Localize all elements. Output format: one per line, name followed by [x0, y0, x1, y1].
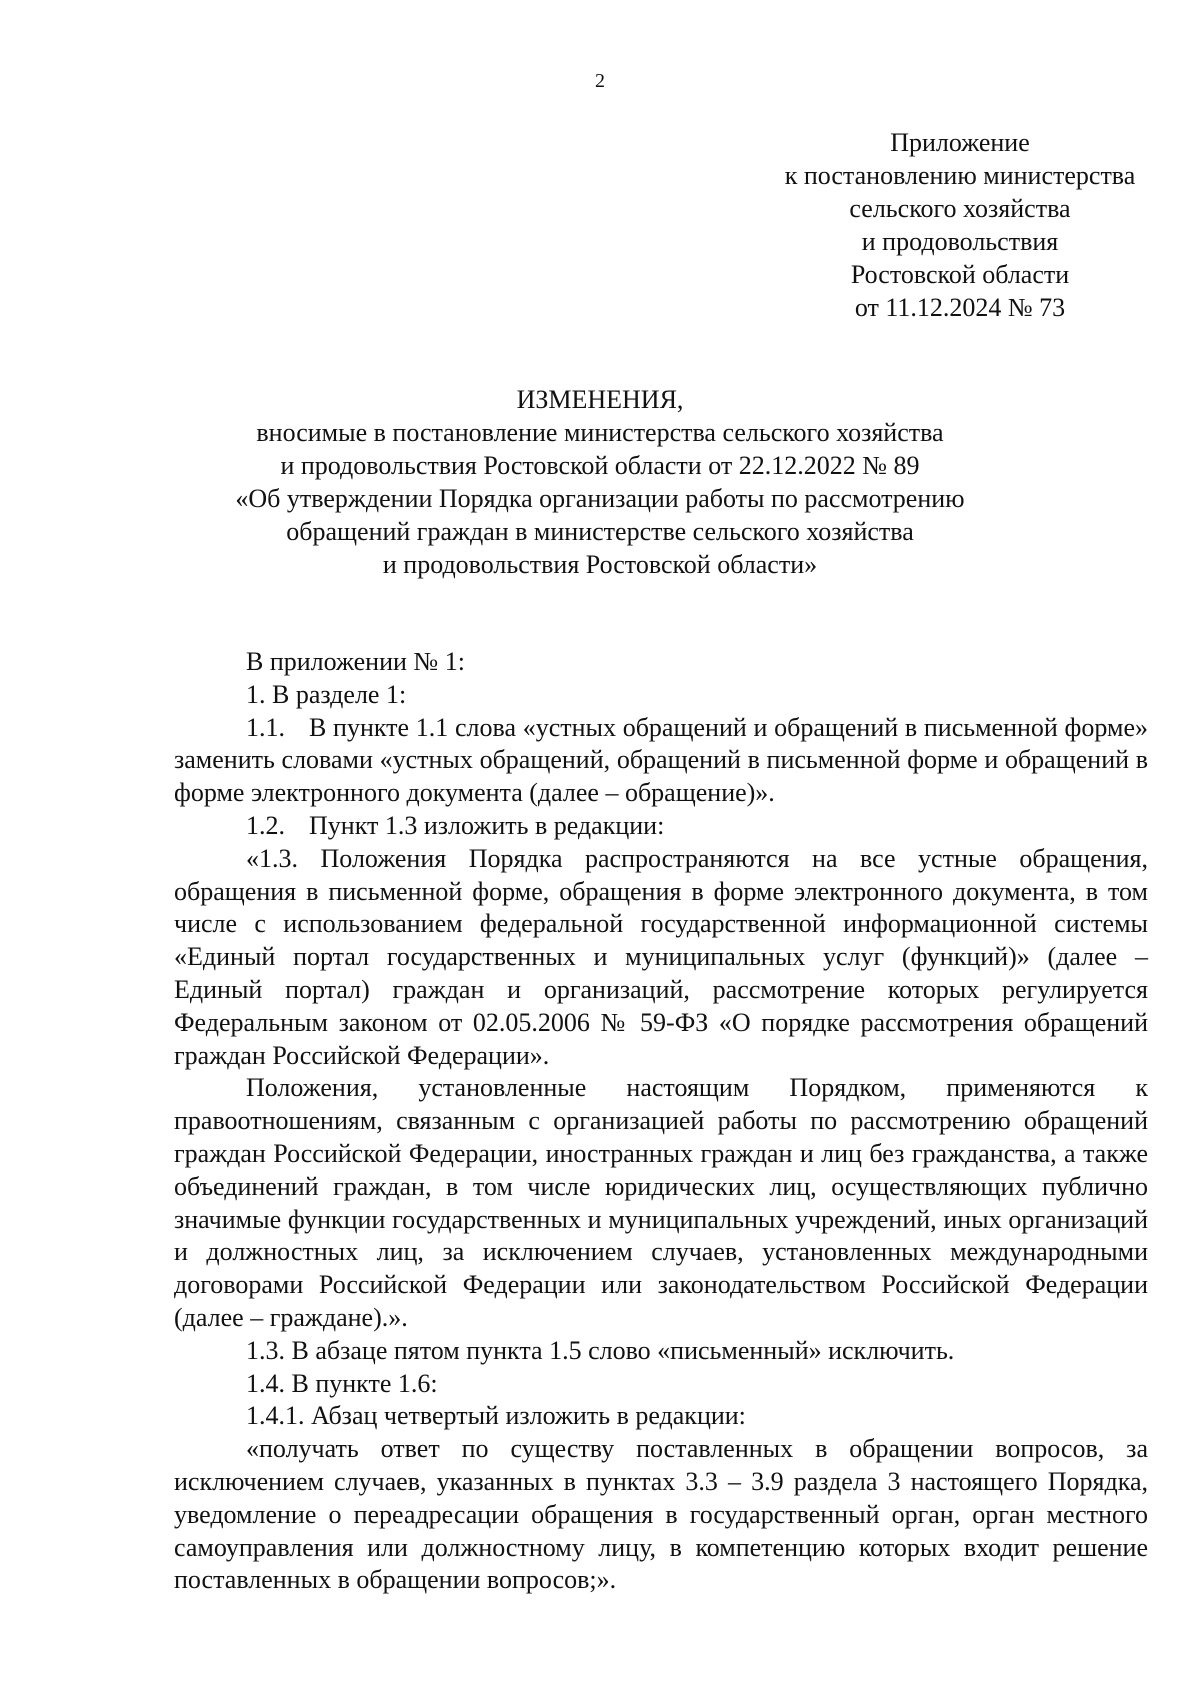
paragraph: Положения, установленные настоящим Порядком, применяются к правоотношениям, связанным с организацией работы по рассмотрению обращений граждан Российской Федерации, иностранных граждан и лиц без гражданства, а также объединений граждан, в том числе юридических лиц, осуществляющих публично значимые функции государственных и муниципальных учреждений, иных организаций и должностных лиц, за исключением случаев, установленных международными договорами Российской Федерации или законодательством Российской Федерации (далее – граждане).». — [174, 1073, 1148, 1332]
appendix-line: к постановлению министерства — [784, 161, 1136, 190]
paragraph: 1.3. В абзаце пятом пункта 1.5 слово «письменный» исключить. — [246, 1335, 955, 1365]
title-heading: ИЗМЕНЕНИЯ, — [516, 385, 684, 414]
paragraph: «1.3. Положения Порядка распространяются на все устные обращения, обращения в письменной форме, обращения в форме электронного документа, в том числе с использованием федеральной государственной информационной системы «Единый портал государственных и муниципальных услуг (функций)» (далее – Единый портал) граждан и организаций, рассмотрение которых регулируется Федеральным законом от 02.05.2006 № 59-ФЗ «О порядке рассмотрения обращений граждан Российской Федерации». — [174, 843, 1148, 1070]
paragraph — [174, 712, 1148, 810]
document-title — [200, 383, 1000, 581]
paragraph-text: Пункт 1.3 изложить в редакции: — [309, 810, 665, 840]
paragraph: 1. В разделе 1: — [246, 679, 407, 709]
paragraph: В приложении № 1: — [246, 647, 465, 676]
item-number: 1.1. — [246, 712, 285, 742]
title-line: обращений граждан в министерстве сельского хозяйства — [286, 517, 914, 546]
title-line: и продовольствия Ростовской области от 22.12.2022 № 89 — [280, 451, 920, 480]
title-line: «Об утверждении Порядка организации работы по рассмотрению — [235, 484, 965, 513]
appendix-line: сельского хозяйства — [849, 194, 1071, 223]
document-body — [174, 646, 1148, 1597]
appendix-line: Приложение — [890, 128, 1030, 157]
appendix-block — [760, 126, 1160, 324]
page-number: 2 — [595, 70, 605, 92]
title-line: вносимые в постановление министерства сельского хозяйства — [256, 418, 944, 447]
paragraph-text: В пункте 1.1 слова «устных обращений и обращений в письменной форме» заменить словами «устных обращений, обращений в письменной форме и обращений в форме электронного документа (далее – обращение)». — [174, 712, 1148, 808]
appendix-line: Ростовской области — [850, 260, 1070, 289]
paragraph — [174, 810, 1148, 843]
paragraph: «получать ответ по существу поставленных в обращении вопросов, за исключением случаев, указанных в пунктах 3.3 – 3.9 раздела 3 настоящего Порядка, уведомление о переадресации обращения в государственный орган, орган местного самоуправления или должностному лицу, в компетенцию которых входит решение поставленных в обращении вопросов;». — [174, 1434, 1148, 1595]
appendix-line: и продовольствия — [861, 227, 1059, 256]
paragraph: 1.4. В пункте 1.6: — [246, 1368, 438, 1398]
paragraph: 1.4.1. Абзац четвертый изложить в редакции: — [246, 1401, 746, 1431]
appendix-date-number: от 11.12.2024 № 73 — [854, 293, 1066, 322]
title-line: и продовольствия Ростовской области» — [382, 550, 818, 579]
item-number: 1.2. — [246, 810, 285, 840]
